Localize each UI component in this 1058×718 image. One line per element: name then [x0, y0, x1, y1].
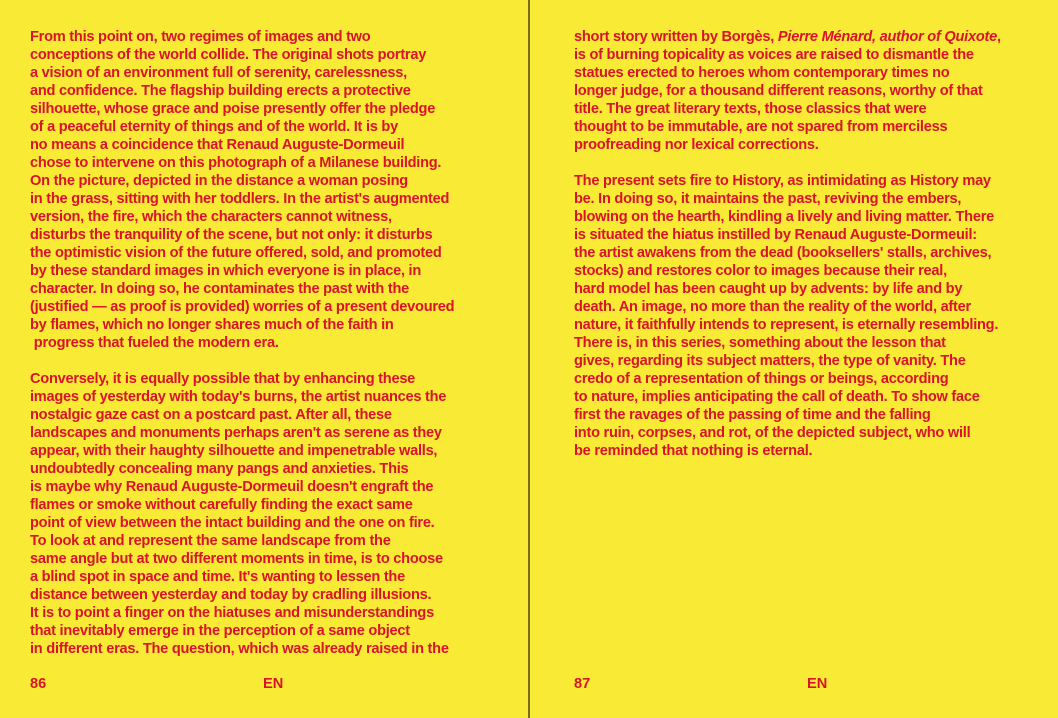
- text-line: by these standard images in which everyone is in place, in: [30, 263, 422, 279]
- text-line: There is, in this series, something about the lesson that: [574, 335, 946, 351]
- text-line: [574, 28, 1044, 46]
- text-line: thought to be immutable, are not spared from merciless: [574, 119, 948, 135]
- language-label: EN: [807, 676, 828, 692]
- text-line: nostalgic gaze cast on a postcard past. After all, these: [30, 407, 392, 423]
- text-line: undoubtedly concealing many pangs and anxieties. This: [30, 461, 409, 477]
- text-line: a vision of an environment full of serenity, carelessness,: [30, 65, 407, 81]
- page-number: 86: [30, 676, 47, 692]
- right-page: [530, 0, 1058, 718]
- text-line: be reminded that nothing is eternal.: [574, 443, 813, 459]
- text-line: stocks) and restores color to images because their real,: [574, 263, 947, 279]
- text-line: flames or smoke without carefully finding the exact same: [30, 497, 413, 513]
- left-page-body: [30, 28, 500, 676]
- text-line: images of yesterday with today's burns, the artist nuances the: [30, 389, 447, 405]
- text-line: distance between yesterday and today by cradling illusions.: [30, 587, 432, 603]
- text-line: first the ravages of the passing of time and the falling: [574, 407, 931, 423]
- text-line: a blind spot in space and time. It's wanting to lessen the: [30, 569, 405, 585]
- left-paragraph-1: [30, 28, 500, 352]
- text-line: The present sets fire to History, as intimidating as History may: [574, 173, 991, 189]
- text-line: in different eras. The question, which was already raised in the: [30, 641, 449, 657]
- text-line: landscapes and monuments perhaps aren't as serene as they: [30, 425, 442, 441]
- text-line: by flames, which no longer shares much of the faith in: [30, 317, 394, 333]
- text-line: in the grass, sitting with her toddlers. In the artist's augmented: [30, 191, 450, 207]
- text-line: On the picture, depicted in the distance a woman posing: [30, 173, 408, 189]
- story-title: Pierre Ménard, author of Quixote: [777, 29, 997, 45]
- text-line: into ruin, corpses, and rot, of the depicted subject, who will: [574, 425, 971, 441]
- language-label: EN: [263, 676, 284, 692]
- left-page: [0, 0, 528, 718]
- text-line: and confidence. The flagship building erects a protective: [30, 83, 411, 99]
- text-line: version, the fire, which the characters cannot witness,: [30, 209, 392, 225]
- text-line: conceptions of the world collide. The original shots portray: [30, 47, 427, 63]
- text-line: credo of a representation of things or beings, according: [574, 371, 949, 387]
- text-line: title. The great literary texts, those classics that were: [574, 101, 927, 117]
- text-line: nature, it faithfully intends to represent, is eternally resembling.: [574, 317, 999, 333]
- text-line: the artist awakens from the dead (booksellers' stalls, archives,: [574, 245, 992, 261]
- text-line: gives, regarding its subject matters, the type of vanity. The: [574, 353, 966, 369]
- text-line: no means a coincidence that Renaud Auguste-Dormeuil: [30, 137, 405, 153]
- text-line: of a peaceful eternity of things and of the world. It is by: [30, 119, 398, 135]
- text-run: ,: [996, 29, 1001, 45]
- text-line: progress that fueled the modern era.: [30, 335, 279, 351]
- text-line: From this point on, two regimes of images and two: [30, 29, 371, 45]
- text-line: (justified — as proof is provided) worries of a present devoured: [30, 299, 455, 315]
- text-line: is maybe why Renaud Auguste-Dormeuil doesn't engraft the: [30, 479, 434, 495]
- text-line: the optimistic vision of the future offered, sold, and promoted: [30, 245, 442, 261]
- text-line: hard model has been caught up by advents: by life and by: [574, 281, 963, 297]
- text-line: is situated the hiatus instilled by Renaud Auguste-Dormeuil:: [574, 227, 977, 243]
- text-line: is of burning topicality as voices are raised to dismantle the: [574, 47, 974, 63]
- text-line: To look at and represent the same landscape from the: [30, 533, 391, 549]
- text-line: statues erected to heroes whom contemporary times no: [574, 65, 950, 81]
- text-line: be. In doing so, it maintains the past, reviving the embers,: [574, 191, 962, 207]
- text-line: to nature, implies anticipating the call of death. To show face: [574, 389, 980, 405]
- text-line: appear, with their haughty silhouette and impenetrable walls,: [30, 443, 438, 459]
- text-line: character. In doing so, he contaminates the past with the: [30, 281, 410, 297]
- text-line: death. An image, no more than the reality of the world, after: [574, 299, 971, 315]
- left-paragraph-2: [30, 370, 500, 658]
- text-line: that inevitably emerge in the perception of a same object: [30, 623, 410, 639]
- text-line: chose to intervene on this photograph of a Milanese building.: [30, 155, 442, 171]
- right-paragraph-2: [574, 172, 1044, 460]
- page-number: 87: [574, 676, 591, 692]
- right-paragraph-1: [574, 28, 1044, 154]
- text-line: longer judge, for a thousand different reasons, worthy of that: [574, 83, 983, 99]
- text-line: silhouette, whose grace and poise presently offer the pledge: [30, 101, 436, 117]
- text-line: point of view between the intact building and the one on fire.: [30, 515, 435, 531]
- text-line: blowing on the hearth, kindling a lively and living matter. There: [574, 209, 995, 225]
- text-line: disturbs the tranquility of the scene, but not only: it disturbs: [30, 227, 433, 243]
- right-page-body: [574, 28, 1044, 478]
- text-run: short story written by Borgès,: [574, 29, 778, 45]
- text-line: same angle but at two different moments in time, is to choose: [30, 551, 443, 567]
- text-line: proofreading nor lexical corrections.: [574, 137, 819, 153]
- text-line: It is to point a finger on the hiatuses and misunderstandings: [30, 605, 434, 621]
- text-line: Conversely, it is equally possible that by enhancing these: [30, 371, 416, 387]
